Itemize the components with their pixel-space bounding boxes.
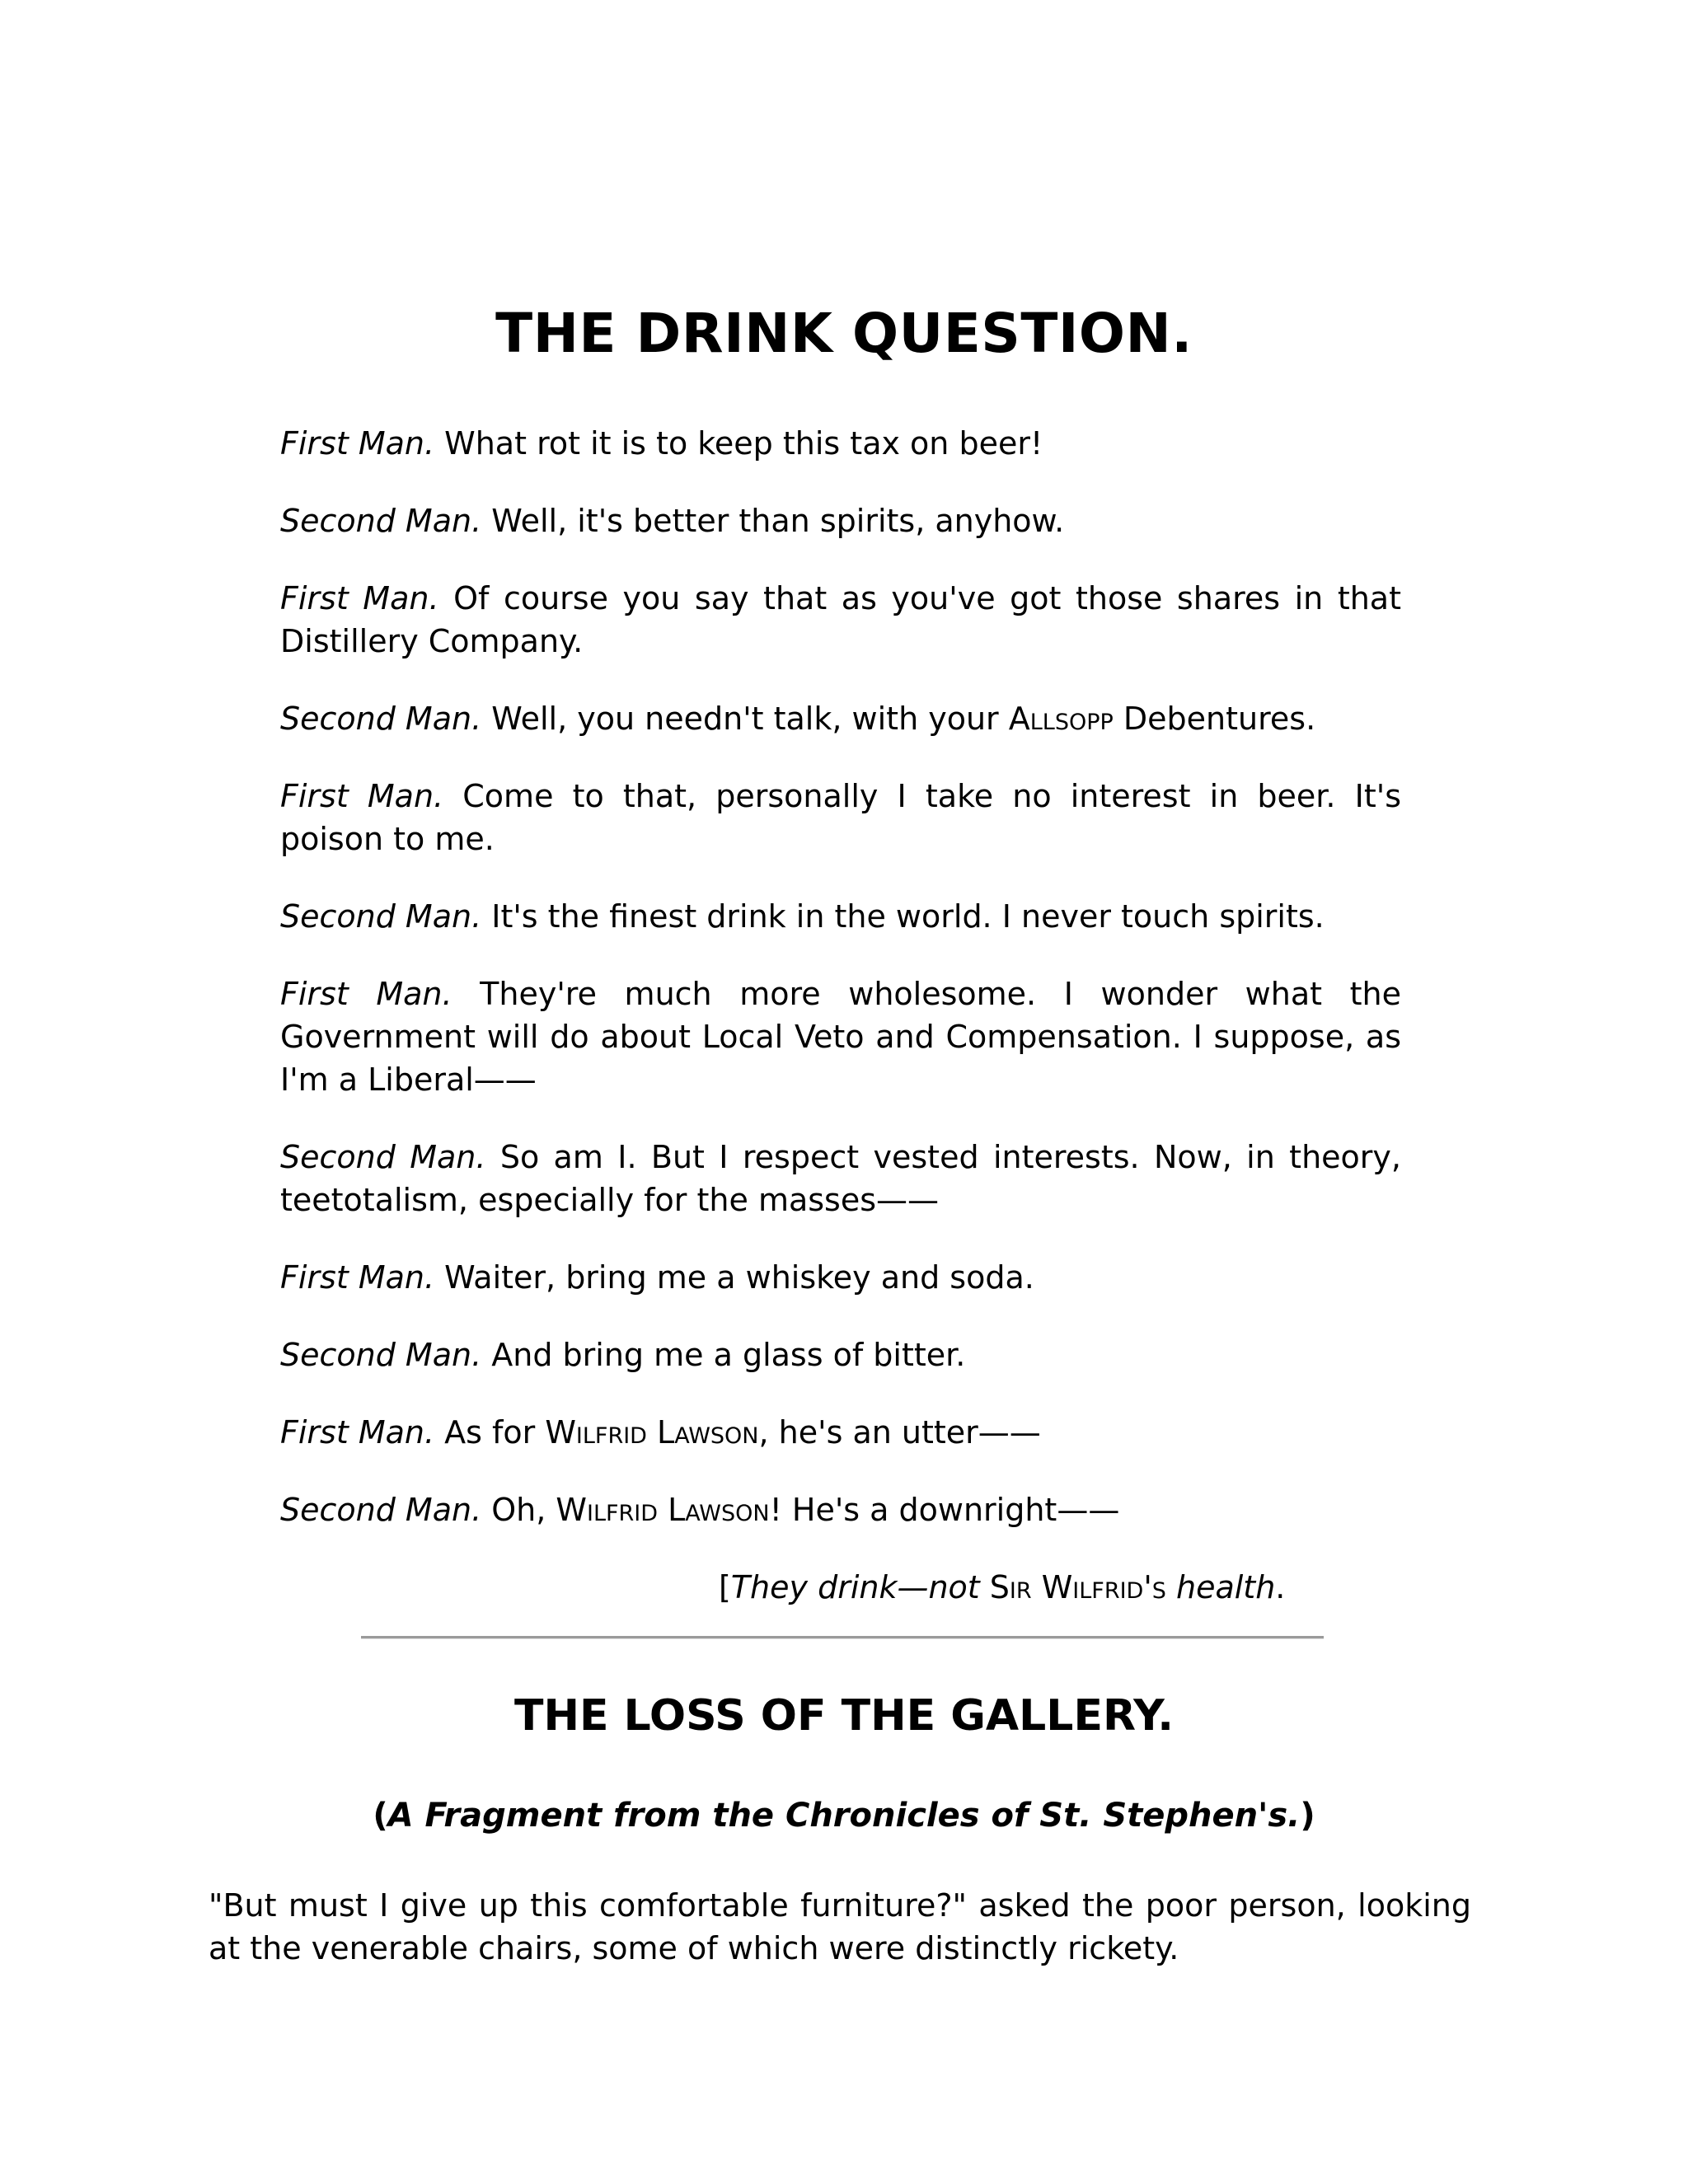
subtitle-open-paren: ( bbox=[373, 1797, 388, 1835]
dialogue-line bbox=[280, 422, 1401, 465]
section-divider bbox=[361, 1636, 1324, 1639]
section-title-loss-of-gallery: THE LOSS OF THE GALLERY. bbox=[514, 1691, 1174, 1741]
speaker-label: First Man. bbox=[280, 778, 444, 814]
speech-text: So am I. But I respect vested interests. Now, in theory, teetotalism, especially for the masses—— bbox=[280, 1139, 1401, 1218]
speaker-label: First Man. bbox=[280, 976, 452, 1012]
dialogue-line bbox=[280, 1411, 1401, 1454]
stage-bracket: [ bbox=[719, 1569, 731, 1605]
subtitle-close-paren: ) bbox=[1300, 1797, 1315, 1835]
speech-text: And bring me a glass of bitter. bbox=[481, 1337, 966, 1373]
section-subtitle bbox=[0, 1796, 1688, 1835]
proper-name: Sir Wilfrid bbox=[989, 1569, 1144, 1605]
speaker-label: Second Man. bbox=[280, 503, 482, 539]
speech-text: Of course you say that as you've got those shares in that Distillery Company. bbox=[280, 580, 1401, 659]
speaker-label: Second Man. bbox=[280, 701, 482, 737]
stage-text: health bbox=[1165, 1569, 1276, 1605]
dialogue-line bbox=[280, 895, 1401, 938]
speech-text: , he's an utter—— bbox=[758, 1414, 1041, 1451]
speech-text: Well, it's better than spirits, anyhow. bbox=[481, 503, 1065, 539]
speaker-label: Second Man. bbox=[280, 1139, 486, 1175]
stage-direction bbox=[280, 1566, 1401, 1609]
section-title-drink-question: THE DRINK QUESTION. bbox=[495, 302, 1193, 365]
speech-text: Oh, bbox=[481, 1492, 556, 1528]
speaker-label: Second Man. bbox=[280, 898, 482, 935]
dialogue-line bbox=[280, 972, 1401, 1101]
dialogue bbox=[280, 422, 1401, 1609]
body-paragraph: "But must I give up this comfortable furniture?" asked the poor person, looking at the venerable chairs, some of which were distinctly rickety. bbox=[209, 1887, 1471, 1966]
speech-text: Debentures. bbox=[1113, 701, 1316, 737]
dialogue-line bbox=[280, 1136, 1401, 1221]
speech-text: ! He's a downright—— bbox=[769, 1492, 1120, 1528]
dialogue-line bbox=[280, 1256, 1401, 1299]
speaker-label: First Man. bbox=[280, 425, 435, 462]
dialogue-line bbox=[280, 775, 1401, 860]
speaker-label: First Man. bbox=[280, 580, 439, 616]
possessive: 's bbox=[1143, 1569, 1166, 1605]
dialogue-line bbox=[280, 1488, 1401, 1531]
stage-end: . bbox=[1275, 1569, 1286, 1605]
speech-text: They're much more wholesome. I wonder what the Government will do about Local Veto and Compensation. I suppose, as I'm a Liberal—— bbox=[280, 976, 1401, 1098]
speech-text: What rot it is to keep this tax on beer! bbox=[434, 425, 1043, 462]
dialogue-line bbox=[280, 697, 1401, 740]
speech-text: It's the finest drink in the world. I never touch spirits. bbox=[481, 898, 1325, 935]
stage-text: They drink—not bbox=[730, 1569, 990, 1605]
speaker-label: First Man. bbox=[280, 1259, 435, 1296]
speech-text: As for bbox=[434, 1414, 546, 1451]
speaker-label: Second Man. bbox=[280, 1492, 482, 1528]
speaker-label: First Man. bbox=[280, 1414, 435, 1451]
speech-text: Come to that, personally I take no interest in beer. It's poison to me. bbox=[280, 778, 1401, 857]
dialogue-line bbox=[280, 577, 1401, 663]
speech-text: Well, you needn't talk, with your bbox=[481, 701, 1009, 737]
dialogue-line bbox=[280, 1333, 1401, 1376]
proper-name: Wilfrid Lawson bbox=[556, 1492, 770, 1528]
proper-name: Allsopp bbox=[1008, 701, 1114, 737]
subtitle-text: A Fragment from the Chronicles of St. Stephen's. bbox=[387, 1797, 1301, 1835]
speaker-label: Second Man. bbox=[280, 1337, 482, 1373]
proper-name: Wilfrid Lawson bbox=[545, 1414, 759, 1451]
speech-text: Waiter, bring me a whiskey and soda. bbox=[434, 1259, 1034, 1296]
dialogue-line bbox=[280, 499, 1401, 542]
